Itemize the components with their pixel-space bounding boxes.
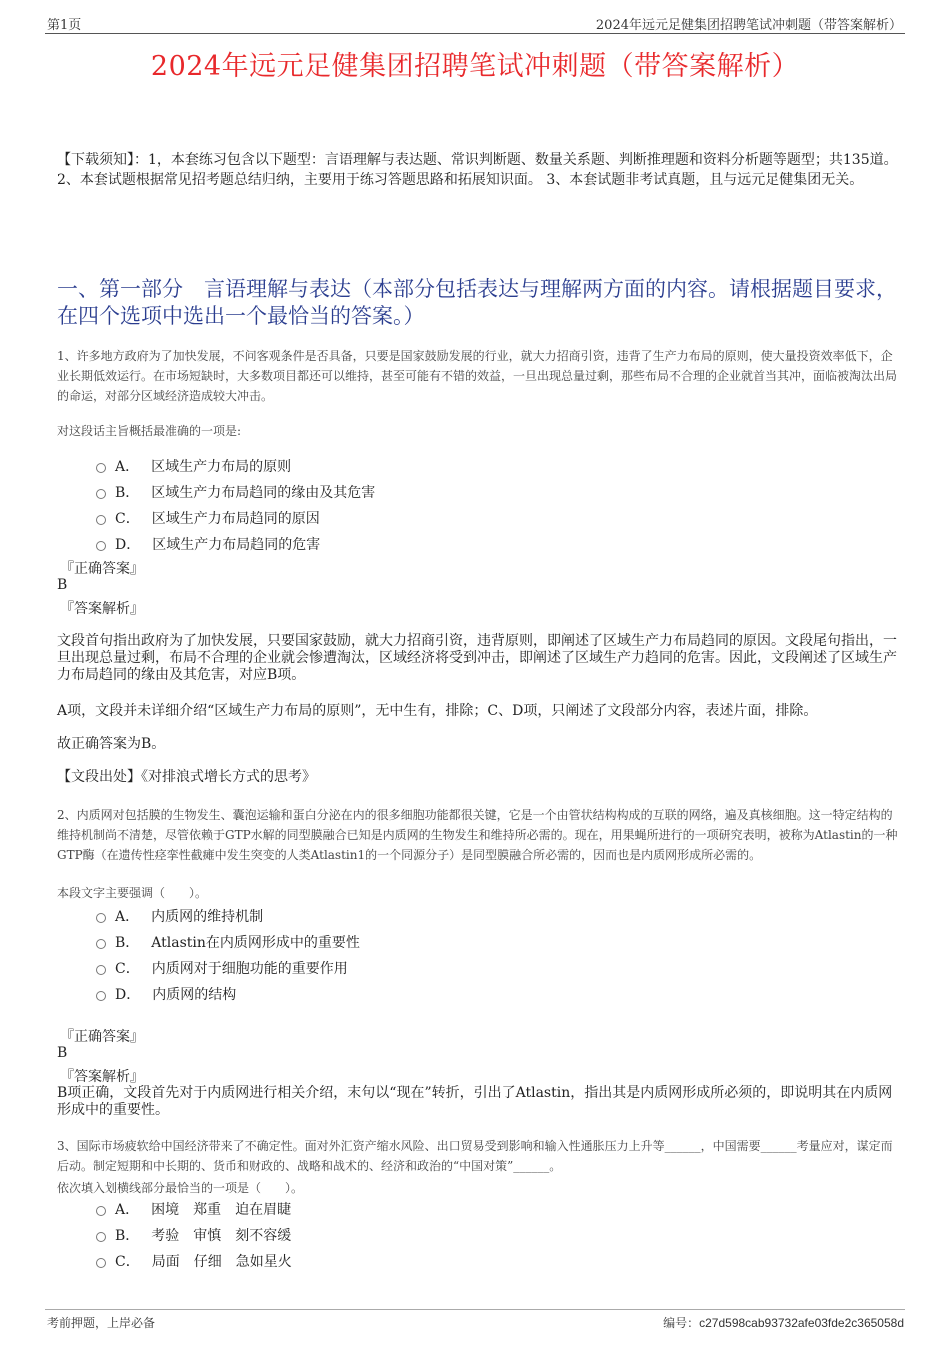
question-2-text: 2、内质网对包括膜的生物发生、囊泡运输和蛋白分泌在内的很多细胞功能都很关键，它是一个由管状结构构成的互联的网络，遍及真核细胞。这一特定结构的维持机制尚不清楚，尽管依赖于GTP水解的同型膜融合已知是内质网的生物发生和维持所必需的。现在，用果蝇所进行的一项研究表明，被称为Atlastin的一种GTP酶（在遗传性痉挛性截瘫中发生突变的人类Atlastin1的一个同源分子）是同型膜融合所必需的，因而也是内质网形成所必需的。 (57, 808, 898, 862)
radio-icon[interactable] (96, 1258, 106, 1268)
radio-icon[interactable] (96, 489, 106, 499)
question-3-option-a[interactable]: A． 困境 郑重 迫在眉睫 (96, 1199, 291, 1219)
question-1-text: 1、许多地方政府为了加快发展，不问客观条件是否具备，只要是国家鼓励发展的行业，就大力招商引资，违背了生产力布局的原则，使大量投资效率低下，企业长期低效运行。在市场短缺时，大多数项目都还可以维持，甚至可能有不错的效益，一旦出现总量过剩，那些布局不合理的企业就首当其冲，面临被淘汰出局的命运，对部分区域经济造成较大冲击。 (57, 349, 898, 403)
question-3-prompt: 依次填入划横线部分最恰当的一项是（ ）。 (57, 1181, 304, 1195)
footer-slogan: 考前押题，上岸必备 (47, 1316, 156, 1330)
analysis-paragraph: A项，文段并未详细介绍“区域生产力布局的原则”，无中生有，排除；C、D项，只阐述了文段部分内容，表述片面，排除。 (57, 703, 818, 719)
header-divider (45, 33, 905, 34)
footer-code-value: c27d598cab93732afe03fde2c365058d (699, 1316, 904, 1330)
radio-icon[interactable] (96, 939, 106, 949)
question-1-prompt: 对这段话主旨概括最准确的一项是: (57, 424, 242, 438)
page-number: 第1页 (47, 18, 82, 33)
question-2-option-c[interactable]: C． 内质网对于细胞功能的重要作用 (96, 958, 348, 978)
question-2-option-b[interactable]: B． Atlastin在内质网形成中的重要性 (96, 932, 360, 952)
radio-icon[interactable] (96, 1232, 106, 1242)
question-1-option-a[interactable]: A． 区域生产力布局的原则 (96, 456, 291, 476)
question-2-option-a[interactable]: A． 内质网的维持机制 (96, 906, 263, 926)
radio-icon[interactable] (96, 463, 106, 473)
section-title: 一、第一部分 言语理解与表达（本部分包括表达与理解两方面的内容。请根据题目要求，在四个选项中选出一个最恰当的答案。） (57, 277, 897, 328)
answer-value: B (57, 577, 68, 593)
analysis-conclusion: 故正确答案为B。 (57, 736, 166, 752)
answer-label: 『正确答案』 (60, 561, 144, 577)
answer-value: B (57, 1045, 68, 1061)
question-2-prompt: 本段文字主要强调（ ）。 (57, 886, 208, 900)
answer-label: 『正确答案』 (60, 1029, 144, 1045)
analysis-label: 『答案解析』 (60, 601, 144, 617)
analysis-paragraph: B项正确，文段首先对于内质网进行相关介绍，末句以“现在”转折，引出了Atlastin，指出其是内质网形成所必须的，即说明其在内质网形成中的重要性。 (57, 1085, 893, 1118)
analysis-label: 『答案解析』 (60, 1069, 144, 1085)
radio-icon[interactable] (96, 1206, 106, 1216)
footer-code-label: 编号： (663, 1316, 700, 1330)
radio-icon[interactable] (96, 913, 106, 923)
radio-icon[interactable] (96, 541, 106, 551)
download-notice: 【下载须知】：1，本套练习包含以下题型：言语理解与表达题、常识判断题、数量关系题、判断推理题和资料分析题等题型；共135道。 2、本套试题根据常见招考题总结归纳，主要用于练习答题思路和拓展知识面。 3、本套试题非考试真题，且与远元足健集团无关。 (57, 152, 898, 188)
radio-icon[interactable] (96, 515, 106, 525)
analysis-paragraph: 文段首句指出政府为了加快发展，只要国家鼓励，就大力招商引资，违背原则，即阐述了区域生产力布局趋同的原因。文段尾句指出，一旦出现总量过剩，布局不合理的企业就会惨遭淘汰，区域经济将受到冲击，即阐述了区域生产力趋同的危害。因此，文段阐述了区域生产力布局趋同的缘由及其危害，对应B项。 (57, 633, 897, 683)
footer-divider (45, 1309, 905, 1310)
passage-source: 【文段出处】《对排浪式增长方式的思考》 (57, 769, 316, 785)
question-3-text: 3、国际市场疲软给中国经济带来了不确定性。面对外汇资产缩水风险、出口贸易受到影响和输入性通胀压力上升等______，中国需要______考量应对，谋定而后动。制定短期和中长期的、货币和财政的、战略和战术的、经济和政治的“中国对策”______。 (57, 1139, 893, 1173)
question-3-option-b[interactable]: B． 考验 审慎 刻不容缓 (96, 1225, 291, 1245)
question-1-option-d[interactable]: D． 区域生产力布局趋同的危害 (96, 534, 320, 554)
question-3-option-c[interactable]: C． 局面 仔细 急如星火 (96, 1251, 292, 1271)
radio-icon[interactable] (96, 991, 106, 1001)
question-1-option-b[interactable]: B． 区域生产力布局趋同的缘由及其危害 (96, 482, 375, 502)
question-1-option-c[interactable]: C． 区域生产力布局趋同的原因 (96, 508, 320, 528)
header-doc-title: 2024年远元足健集团招聘笔试冲刺题（带答案解析） (595, 18, 902, 33)
page-title: 2024年远元足健集团招聘笔试冲刺题（带答案解析） (150, 51, 800, 82)
footer-doc-code (663, 1314, 904, 1331)
radio-icon[interactable] (96, 965, 106, 975)
question-2-option-d[interactable]: D． 内质网的结构 (96, 984, 236, 1004)
